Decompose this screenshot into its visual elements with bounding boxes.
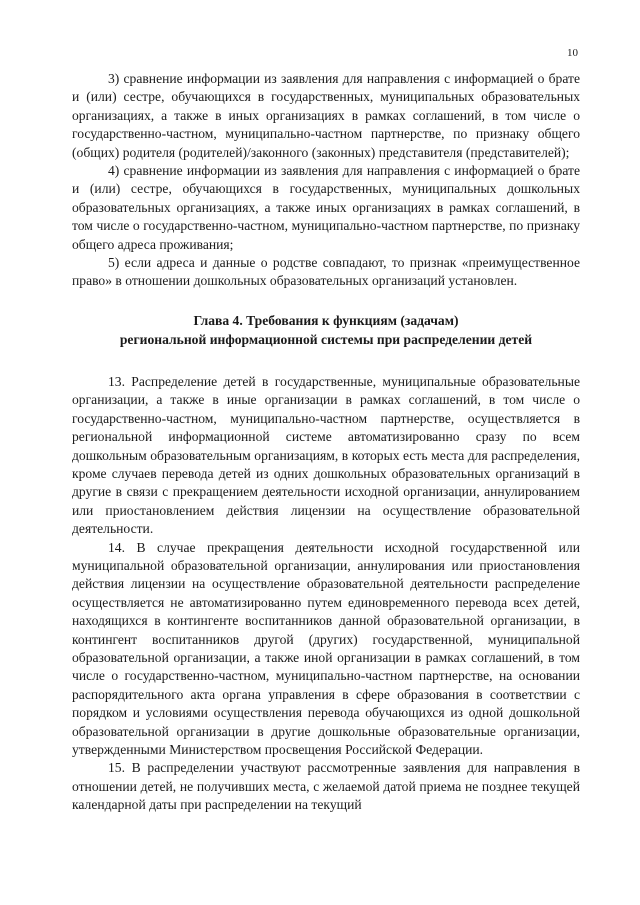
chapter-title-line-1: Глава 4. Требования к функциям (задачам) (193, 312, 459, 328)
page-number: 10 (567, 47, 578, 59)
paragraph-item-4: 4) сравнение информации из заявления для направления с информацией о брате и (или) сестре, обучающихся в государственных, муниципальных дошкольных образовательных организациях, а также иных организациях в рамках соглашений, в том числе о государственно-частном, муниципально-частном партнерстве, по признаку общего адреса проживания; (72, 163, 580, 252)
paragraph-15: 15. В распределении участвуют рассмотренные заявления для направления в отношении детей, не получивших места, с желаемой датой приема не позднее текущей календарной даты при распределении на текущий (72, 760, 580, 813)
paragraph-item-5: 5) если адреса и данные о родстве совпадают, то признак «преимущественное право» в отношении дошкольных образовательных организаций установлен. (72, 255, 580, 289)
paragraph-13: 13. Распределение детей в государственные, муниципальные образовательные организации, а также в иные организации в рамках соглашений, в том числе о государственно-частном, муниципально-частном партнерстве, осуществляется в региональной информационной системе автоматизированно сразу по всем дошкольным образовательным организациям, в которых есть места для распределения, кроме случаев перевода детей из одних дошкольных образовательных организаций в другие в связи с прекращением деятельности исходной организации, аннулированием или приостановлением действия лицензии на осуществление образовательной деятельности. (72, 373, 580, 537)
document-body (72, 70, 580, 815)
paragraph-item-3: 3) сравнение информации из заявления для направления с информацией о брате и (или) сестре, обучающихся в государственных, муниципальных образовательных организациях, а также в иных организациях в рамках соглашений, в том числе о государственно-частном, муниципально-частном партнерстве, по признаку общего (общих) родителя (родителей)/законного (законных) представителя (представителей); (72, 71, 580, 160)
chapter-heading (72, 311, 580, 349)
chapter-title-line-2: региональной информационной системы при распределении детей (119, 331, 533, 347)
paragraph-14: 14. В случае прекращения деятельности исходной государственной или муниципальной образовательной организации, аннулирования или приостановления действия лицензии на осуществление образовательной деятельности распределение осуществляется не автоматизированно путем единовременного перевода всех детей, находящихся в контингенте воспитанников данной образовательной организации, в контингент воспитанников другой (других) государственной, муниципальной образовательной организации, а также иной организации в рамках соглашений, в том числе о государственно-частном, муниципально-частном партнерстве, на основании распорядительного акта органа управления в сфере образования в соответствии с порядком и условиями осуществления перевода обучающихся из одной дошкольной образовательной организации в другие дошкольные образовательные организации, утвержденными Министерством просвещения Российской Федерации. (72, 539, 580, 757)
